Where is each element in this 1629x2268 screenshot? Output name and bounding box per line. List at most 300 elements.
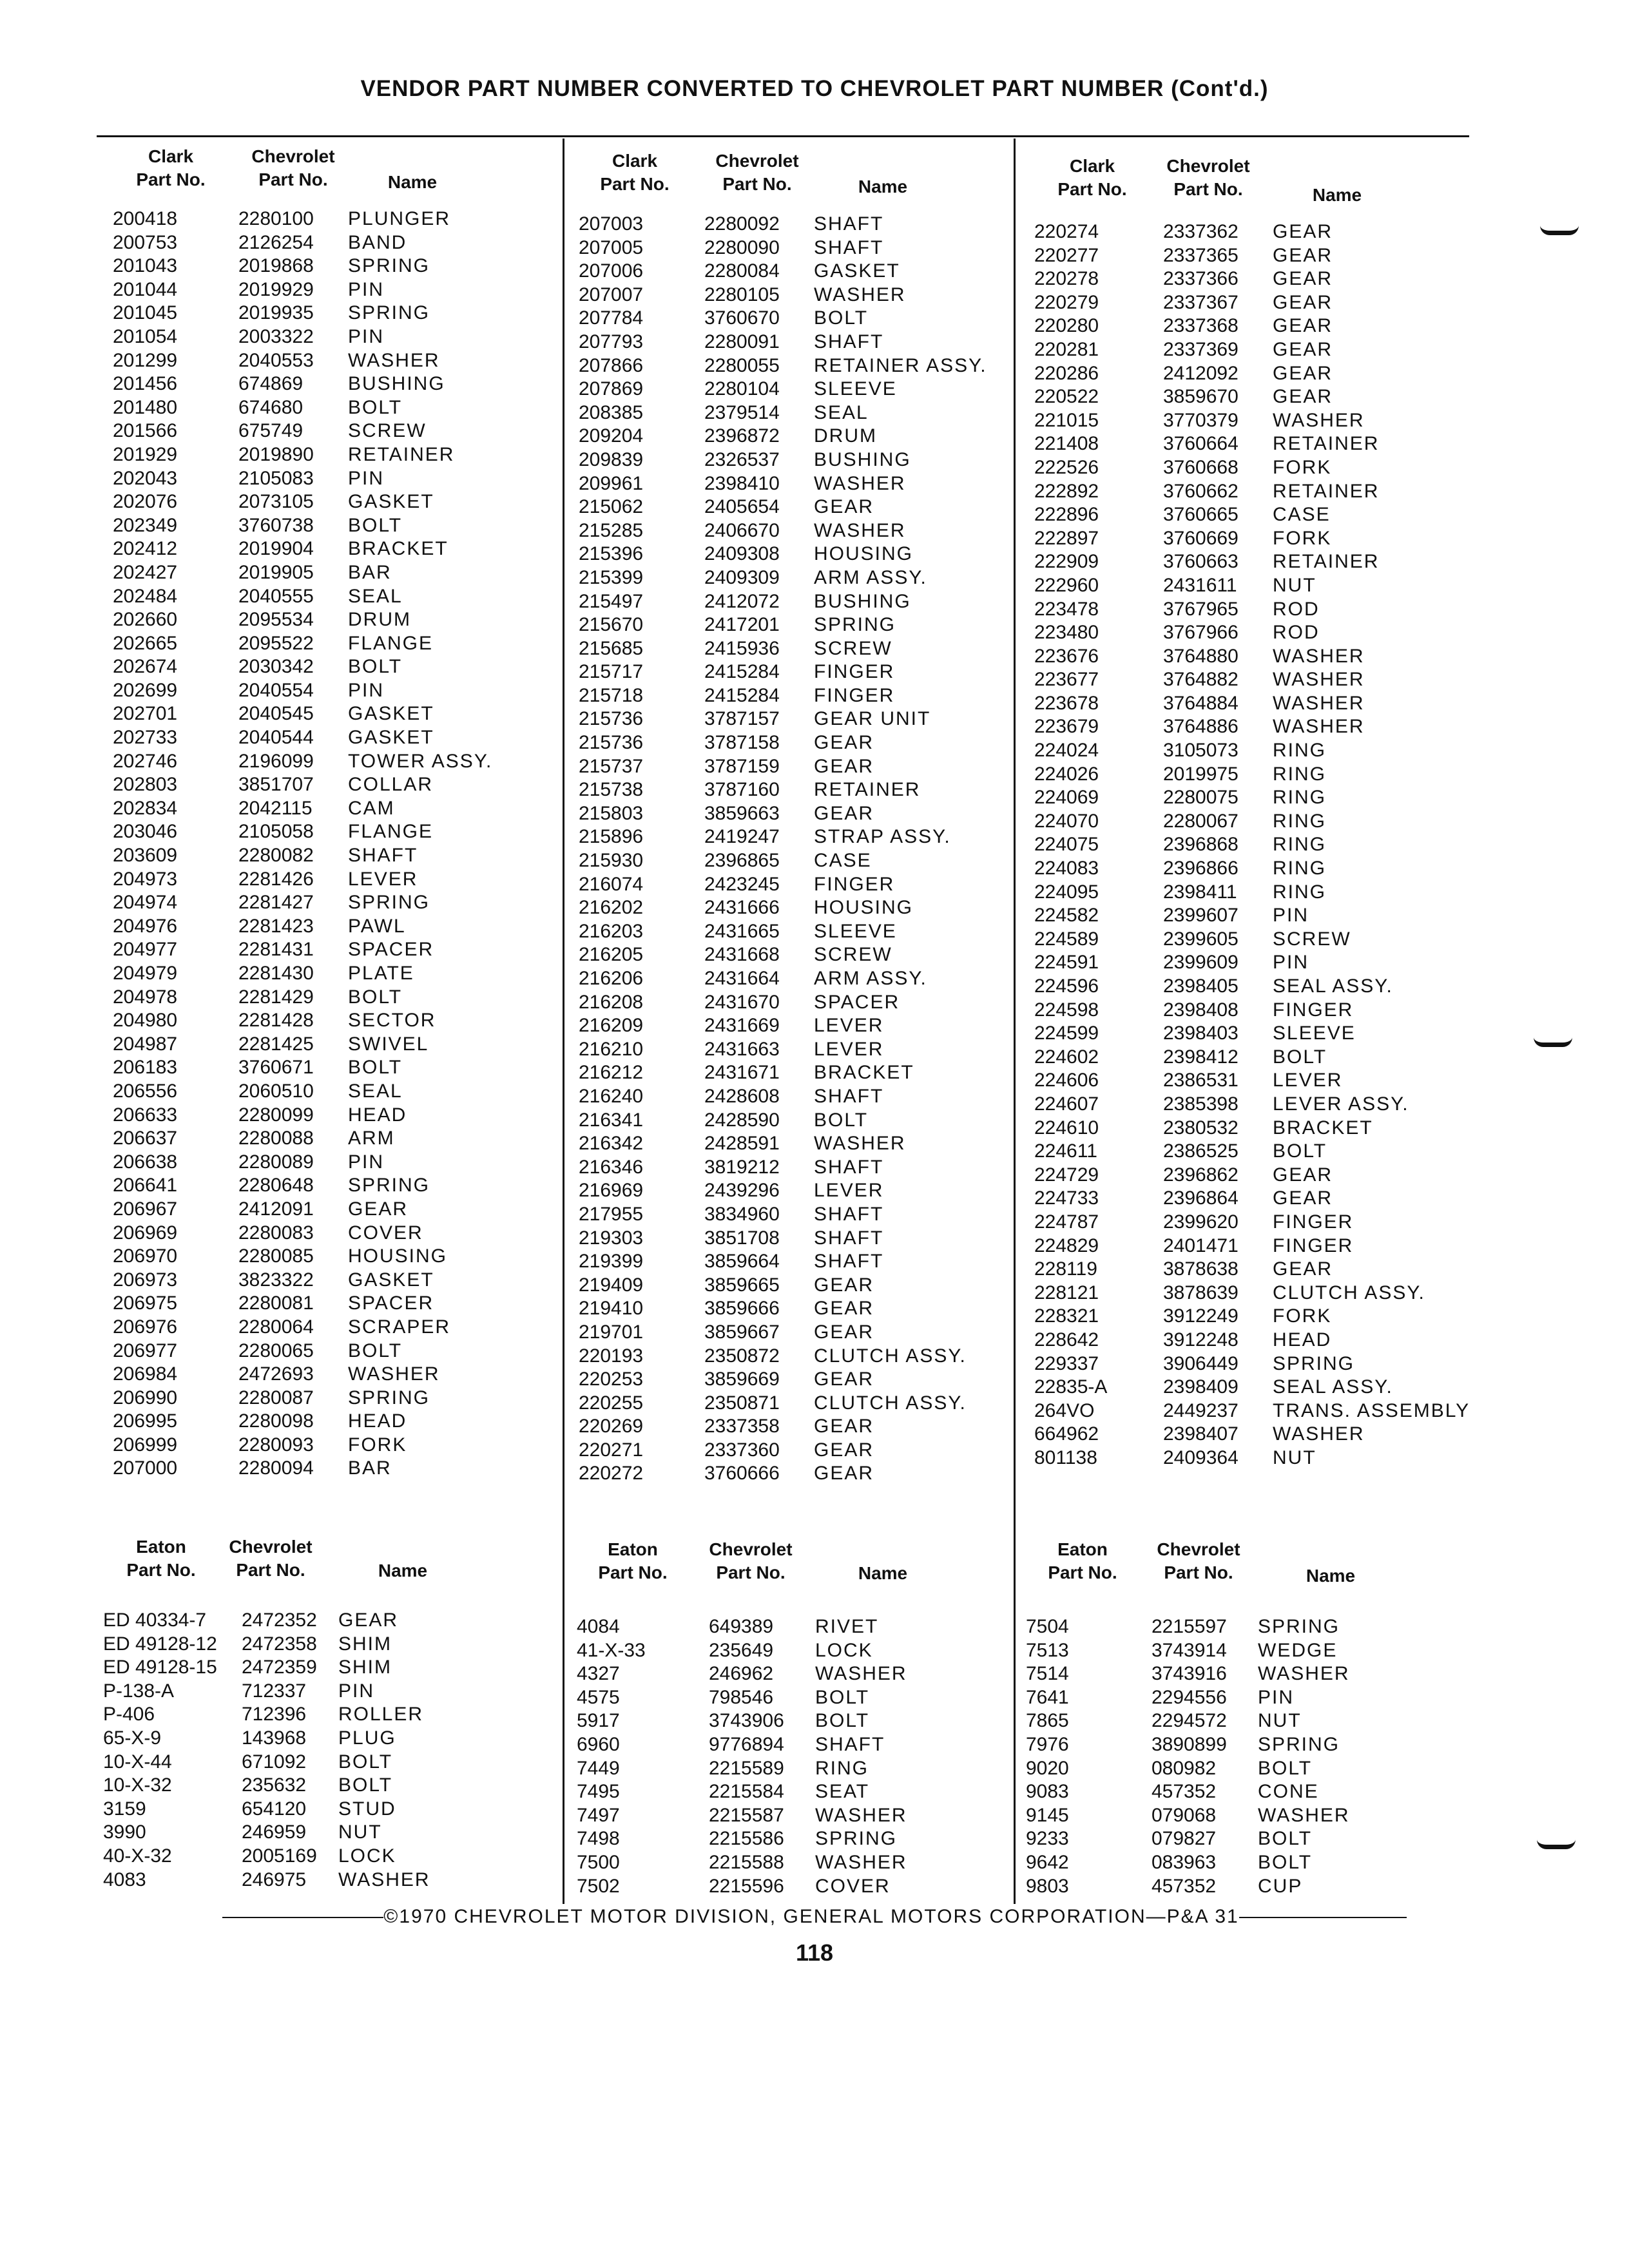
vendor-part-no: 9803	[1026, 1875, 1069, 1897]
part-name: WASHER	[1273, 692, 1365, 714]
part-name: CLUTCH ASSY.	[814, 1392, 967, 1414]
chevrolet-part-no: 2196099	[238, 750, 314, 772]
eaton-table-col1	[103, 1609, 554, 1892]
part-name: WASHER	[1273, 645, 1365, 667]
eaton-name-header-2: Name	[858, 1563, 908, 1583]
vendor-part-no: 7865	[1026, 1710, 1069, 1732]
part-name: RETAINER	[348, 443, 455, 465]
chevrolet-part-no: 2412091	[238, 1198, 314, 1220]
table-row	[113, 820, 551, 844]
part-name: NUT	[1273, 1446, 1316, 1468]
clark-header-1: Clark Part No.	[136, 146, 206, 189]
vendor-part-no: 200753	[113, 231, 178, 253]
chevrolet-part-no: 457352	[1152, 1875, 1217, 1897]
part-name: FINGER	[814, 873, 895, 895]
table-row	[577, 1875, 1015, 1899]
table-row	[113, 679, 551, 703]
table-row	[1034, 763, 1485, 787]
vendor-part-no: 206641	[113, 1175, 178, 1196]
table-row	[1034, 857, 1485, 881]
part-name: FINGER	[814, 661, 895, 683]
part-name: SHAFT	[814, 1251, 884, 1273]
part-name: BRACKET	[348, 538, 448, 560]
chevrolet-part-no: 2095522	[238, 632, 314, 654]
chevrolet-part-no: 2409308	[704, 543, 780, 565]
chevrolet-part-no: 3760668	[1163, 456, 1239, 478]
vendor-part-no: 207793	[579, 331, 644, 352]
part-name: CASE	[1273, 504, 1331, 526]
table-row	[113, 726, 551, 750]
part-name: SPRING	[1273, 1352, 1355, 1374]
part-name: GEAR	[338, 1610, 399, 1631]
table-row	[113, 1222, 551, 1245]
chevrolet-part-no: 2215588	[709, 1851, 784, 1873]
table-row	[113, 891, 551, 915]
chevrolet-part-no: 2396872	[704, 425, 780, 447]
table-row	[579, 1085, 1017, 1109]
chevrolet-part-no: 2472352	[242, 1610, 317, 1631]
table-row	[579, 825, 1017, 849]
vendor-part-no: 7500	[577, 1851, 620, 1873]
part-name: FORK	[1273, 527, 1332, 549]
vendor-part-no: 216074	[579, 873, 644, 895]
vendor-part-no: 9642	[1026, 1851, 1069, 1873]
vendor-part-no: 220277	[1034, 244, 1099, 266]
page-number: 118	[795, 1939, 834, 1966]
table-row	[579, 684, 1017, 708]
chevrolet-part-no: 2281431	[238, 939, 314, 961]
table-row	[113, 490, 551, 514]
vendor-part-no: 206984	[113, 1363, 178, 1385]
chevrolet-part-no: 3859664	[704, 1251, 780, 1273]
table-row	[113, 514, 551, 538]
chevrolet-part-no: 2337368	[1163, 315, 1239, 337]
chevrolet-part-no: 3760666	[704, 1463, 780, 1485]
part-name: GEAR	[1273, 386, 1333, 408]
eaton-chevrolet-header-3: Chevrolet Part No.	[1157, 1539, 1240, 1582]
table-row	[113, 1056, 551, 1080]
table-row	[579, 967, 1017, 991]
clark-header-2: Clark Part No.	[600, 151, 670, 194]
part-name: WEDGE	[1258, 1639, 1338, 1661]
part-name: FLANGE	[348, 632, 434, 654]
table-row	[113, 1245, 551, 1269]
chevrolet-part-no: 2417201	[704, 614, 780, 636]
name-header-col3: Name	[1312, 185, 1362, 205]
table-row	[113, 632, 551, 656]
chevrolet-part-no: 3760663	[1163, 551, 1239, 573]
chevrolet-header-3: Chevrolet Part No.	[1166, 156, 1250, 199]
part-name: BUSHING	[814, 590, 911, 612]
table-row	[1034, 928, 1485, 952]
chevrolet-part-no: 2472693	[238, 1363, 314, 1385]
part-name: PLUG	[338, 1727, 396, 1749]
chevrolet-part-no: 2095534	[238, 609, 314, 631]
vendor-part-no: 201045	[113, 302, 178, 324]
part-name: TRANS. ASSEMBLY	[1273, 1399, 1470, 1421]
chevrolet-part-no: 2281423	[238, 915, 314, 937]
vendor-part-no: 9083	[1026, 1781, 1069, 1803]
chevrolet-part-no: 2215584	[709, 1781, 784, 1803]
eaton-name-header-1: Name	[378, 1561, 428, 1581]
vendor-part-no: 216208	[579, 991, 644, 1013]
chevrolet-part-no: 798546	[709, 1686, 774, 1708]
vendor-part-no: 224075	[1034, 834, 1099, 856]
part-name: BOLT	[814, 307, 869, 329]
chevrolet-part-no: 2040545	[238, 703, 314, 725]
vendor-part-no: 9233	[1026, 1828, 1069, 1850]
vendor-part-no: 215738	[579, 779, 644, 801]
vendor-part-no: 4575	[577, 1686, 620, 1708]
vendor-part-no: 217955	[579, 1203, 644, 1225]
table-row	[1034, 598, 1485, 622]
vendor-part-no: 224729	[1034, 1164, 1099, 1186]
part-name: WASHER	[814, 284, 906, 305]
table-row	[1026, 1875, 1477, 1899]
chevrolet-part-no: 2215587	[709, 1804, 784, 1826]
vendor-part-no: 7641	[1026, 1686, 1069, 1708]
chevrolet-part-no: 2280089	[238, 1151, 314, 1173]
part-name: BAR	[348, 1457, 392, 1479]
part-name: FORK	[1273, 1305, 1332, 1327]
part-name: SPRING	[348, 255, 430, 277]
part-name: WASHER	[338, 1869, 430, 1890]
table-row	[577, 1757, 1015, 1781]
vendor-part-no: 7513	[1026, 1639, 1069, 1661]
chevrolet-part-no: 675749	[238, 420, 304, 442]
part-name: FINGER	[1273, 1211, 1354, 1233]
table-row	[579, 1132, 1017, 1156]
table-row	[577, 1615, 1015, 1639]
part-name: COLLAR	[348, 774, 434, 796]
table-row	[113, 1292, 551, 1316]
part-name: ROLLER	[338, 1704, 424, 1725]
chevrolet-part-no: 3760665	[1163, 504, 1239, 526]
vendor-part-no: 208385	[579, 401, 644, 423]
chevrolet-part-no: 3770379	[1163, 409, 1239, 431]
table-row	[577, 1733, 1015, 1757]
chevrolet-part-no: 083963	[1152, 1851, 1217, 1873]
part-name: SLEEVE	[1273, 1023, 1356, 1044]
chevrolet-part-no: 2431671	[704, 1062, 780, 1084]
part-name: SCREW	[348, 420, 427, 442]
vendor-part-no: 215685	[579, 637, 644, 659]
vendor-part-no: 224787	[1034, 1211, 1099, 1233]
part-name: GEAR	[1273, 338, 1333, 360]
table-row	[113, 655, 551, 679]
chevrolet-part-no: 2073105	[238, 491, 314, 513]
table-row	[579, 1345, 1017, 1369]
vendor-part-no: 216202	[579, 897, 644, 919]
chevrolet-part-no: 235632	[242, 1774, 307, 1796]
chevrolet-part-no: 2281429	[238, 986, 314, 1008]
vendor-part-no: 202701	[113, 703, 178, 725]
part-name: GASKET	[348, 727, 434, 749]
chevrolet-part-no: 2337367	[1163, 291, 1239, 313]
part-name: BUSHING	[814, 448, 911, 470]
vendor-part-no: 228119	[1034, 1258, 1097, 1280]
chevrolet-part-no: 2040554	[238, 679, 314, 701]
chevrolet-part-no: 2379514	[704, 401, 780, 423]
table-row	[1034, 833, 1485, 857]
vendor-part-no: 207000	[113, 1457, 178, 1479]
column-divider	[563, 139, 564, 1904]
table-row	[113, 1457, 551, 1481]
table-row	[1034, 975, 1485, 999]
vendor-part-no: 224589	[1034, 928, 1099, 950]
chevrolet-part-no: 2399609	[1163, 952, 1239, 974]
chevrolet-part-no: 3787157	[704, 708, 780, 730]
chevrolet-part-no: 2337362	[1163, 221, 1239, 242]
chevrolet-part-no: 2449237	[1163, 1399, 1239, 1421]
table-row	[579, 1297, 1017, 1321]
footer-rule-right	[1239, 1917, 1407, 1918]
part-name: PIN	[338, 1680, 375, 1702]
vendor-part-no: 216342	[579, 1133, 644, 1155]
part-name: SHAFT	[814, 236, 884, 258]
table-row	[113, 938, 551, 962]
vendor-part-no: 207866	[579, 354, 644, 376]
vendor-part-no: 224733	[1034, 1187, 1099, 1209]
vendor-part-no: 206976	[113, 1316, 178, 1338]
vendor-part-no: 7495	[577, 1781, 620, 1803]
part-name: RING	[1273, 810, 1326, 832]
margin-mark	[1537, 1840, 1576, 1849]
chevrolet-part-no: 2040555	[238, 585, 314, 607]
vendor-part-no: 202803	[113, 774, 178, 796]
part-name: GEAR	[814, 802, 874, 824]
table-row	[579, 1415, 1017, 1439]
chevrolet-part-no: 2126254	[238, 231, 314, 253]
part-name: SPRING	[815, 1828, 898, 1850]
vendor-part-no: 206638	[113, 1151, 178, 1173]
table-row	[579, 802, 1017, 826]
vendor-part-no: 220281	[1034, 338, 1099, 360]
chevrolet-part-no: 3912248	[1163, 1329, 1239, 1350]
chevrolet-part-no: 2280090	[704, 236, 780, 258]
vendor-part-no: 202834	[113, 797, 178, 819]
chevrolet-part-no: 3906449	[1163, 1352, 1239, 1374]
vendor-part-no: 216212	[579, 1062, 644, 1084]
table-row	[113, 1174, 551, 1198]
vendor-part-no: 4083	[103, 1869, 146, 1890]
table-row	[113, 349, 551, 373]
part-name: HEAD	[1273, 1329, 1332, 1350]
part-name: FINGER	[1273, 999, 1354, 1021]
chevrolet-part-no: 3859669	[704, 1369, 780, 1390]
chevrolet-part-no: 2040544	[238, 727, 314, 749]
vendor-part-no: 215737	[579, 755, 644, 777]
vendor-part-no: 202674	[113, 656, 178, 678]
vendor-part-no: 202043	[113, 467, 178, 489]
vendor-part-no: 215497	[579, 590, 644, 612]
chevrolet-part-no: 671092	[242, 1751, 307, 1773]
chevrolet-part-no: 2042115	[238, 797, 313, 819]
eaton-header-3: Eaton Part No.	[1048, 1539, 1117, 1582]
vendor-part-no: 3159	[103, 1798, 146, 1820]
part-name: GEAR	[814, 755, 874, 777]
clark-table-col1	[113, 207, 551, 1481]
table-row	[103, 1821, 554, 1845]
part-name: BUSHING	[348, 373, 445, 395]
chevrolet-part-no: 2396866	[1163, 858, 1239, 879]
vendor-part-no: 221015	[1034, 409, 1099, 431]
table-row	[1034, 1140, 1485, 1164]
eaton-name-header-3: Name	[1306, 1566, 1356, 1586]
vendor-part-no: 202427	[113, 561, 178, 583]
chevrolet-part-no: 3105073	[1163, 740, 1239, 762]
chevrolet-header-1: Chevrolet Part No.	[251, 146, 335, 189]
chevrolet-part-no: 2280081	[238, 1293, 314, 1314]
vendor-part-no: 215396	[579, 543, 644, 565]
part-name: WASHER	[815, 1663, 907, 1685]
table-row	[1034, 291, 1485, 315]
part-name: SHIM	[338, 1657, 392, 1678]
table-row	[113, 868, 551, 892]
chevrolet-part-no: 3787159	[704, 755, 780, 777]
table-row	[579, 1179, 1017, 1203]
part-name: RETAINER	[1273, 433, 1380, 455]
table-row	[579, 660, 1017, 684]
table-row	[579, 755, 1017, 779]
table-row	[103, 1751, 554, 1774]
part-name: FLANGE	[348, 821, 434, 843]
vendor-part-no: 219409	[579, 1274, 644, 1296]
part-name: PIN	[1258, 1686, 1295, 1708]
chevrolet-part-no: 3743916	[1152, 1663, 1227, 1685]
vendor-part-no: 223676	[1034, 645, 1099, 667]
chevrolet-part-no: 246959	[242, 1821, 307, 1843]
part-name: SEAT	[815, 1781, 870, 1803]
table-row	[579, 920, 1017, 944]
chevrolet-part-no: 2396868	[1163, 834, 1239, 856]
vendor-part-no: 228321	[1034, 1305, 1099, 1327]
part-name: HEAD	[348, 1104, 407, 1126]
table-row	[1026, 1804, 1477, 1828]
part-name: RING	[1273, 740, 1326, 762]
table-row	[579, 236, 1017, 260]
part-name: PIN	[1273, 952, 1309, 974]
chevrolet-part-no: 235649	[709, 1639, 774, 1661]
part-name: WASHER	[815, 1804, 907, 1826]
chevrolet-part-no: 2280098	[238, 1410, 314, 1432]
eaton-table-col3	[1026, 1615, 1477, 1898]
vendor-part-no: 222892	[1034, 480, 1099, 502]
vendor-part-no: 216203	[579, 920, 644, 942]
table-row	[1034, 1446, 1485, 1470]
table-row	[579, 590, 1017, 614]
vendor-part-no: 224607	[1034, 1093, 1099, 1115]
vendor-part-no: 9020	[1026, 1757, 1069, 1779]
chevrolet-part-no: 2409364	[1163, 1446, 1239, 1468]
table-row	[1034, 1235, 1485, 1258]
chevrolet-part-no: 2019935	[238, 302, 314, 324]
vendor-part-no: 215717	[579, 661, 644, 683]
chevrolet-part-no: 2406670	[704, 519, 780, 541]
vendor-part-no: 7498	[577, 1828, 620, 1850]
chevrolet-part-no: 2019890	[238, 443, 314, 465]
vendor-part-no: 223480	[1034, 622, 1099, 644]
chevrolet-part-no: 3743914	[1152, 1639, 1227, 1661]
part-name: BOLT	[1273, 1140, 1327, 1162]
vendor-part-no: 202746	[113, 750, 178, 772]
part-name: LEVER	[814, 1015, 884, 1037]
table-row	[1026, 1639, 1477, 1663]
table-row	[579, 307, 1017, 331]
chevrolet-part-no: 2280067	[1163, 810, 1239, 832]
table-row	[113, 1009, 551, 1033]
chevrolet-part-no: 2019905	[238, 561, 314, 583]
table-row	[579, 354, 1017, 378]
chevrolet-part-no: 2419247	[704, 826, 780, 848]
table-row	[577, 1780, 1015, 1804]
part-name: WASHER	[348, 349, 440, 371]
vendor-part-no: 203609	[113, 845, 178, 867]
part-name: SCREW	[814, 944, 892, 966]
part-name: SCREW	[1273, 928, 1351, 950]
part-name: GEAR	[1273, 1164, 1333, 1186]
vendor-part-no: 224026	[1034, 763, 1099, 785]
chevrolet-part-no: 3760738	[238, 514, 314, 536]
table-row	[577, 1709, 1015, 1733]
table-row	[579, 1014, 1017, 1038]
vendor-part-no: 221408	[1034, 433, 1099, 455]
vendor-part-no: 229337	[1034, 1352, 1099, 1374]
chevrolet-part-no: 2019975	[1163, 763, 1239, 785]
vendor-part-no: 215736	[579, 732, 644, 754]
part-name: BOLT	[815, 1686, 870, 1708]
table-row	[113, 1363, 551, 1387]
part-name: SEAL	[814, 401, 869, 423]
part-name: HOUSING	[814, 543, 914, 565]
vendor-part-no: 7504	[1026, 1616, 1069, 1637]
part-name: GEAR	[814, 1321, 874, 1343]
table-row	[579, 991, 1017, 1015]
chevrolet-part-no: 3819212	[704, 1156, 780, 1178]
name-header-col1: Name	[387, 172, 438, 192]
chevrolet-part-no: 079068	[1152, 1804, 1217, 1826]
vendor-part-no: 222909	[1034, 551, 1099, 573]
chevrolet-part-no: 2215586	[709, 1828, 784, 1850]
vendor-part-no: 206967	[113, 1198, 178, 1220]
vendor-part-no: 664962	[1034, 1423, 1099, 1445]
part-name: FINGER	[1273, 1235, 1354, 1256]
table-row	[579, 401, 1017, 425]
table-row	[577, 1686, 1015, 1710]
vendor-part-no: 201480	[113, 396, 178, 418]
chevrolet-part-no: 2398407	[1163, 1423, 1239, 1445]
part-name: RING	[1273, 881, 1326, 903]
vendor-part-no: 22835-A	[1034, 1376, 1108, 1398]
chevrolet-part-no: 2385398	[1163, 1093, 1239, 1115]
vendor-part-no: 204979	[113, 963, 178, 984]
part-name: RETAINER	[1273, 551, 1380, 573]
chevrolet-part-no: 2215597	[1152, 1616, 1227, 1637]
chevrolet-part-no: 143968	[242, 1727, 307, 1749]
table-row	[103, 1774, 554, 1798]
part-name: SHAFT	[814, 1085, 884, 1107]
vendor-part-no: 206999	[113, 1434, 178, 1456]
chevrolet-part-no: 3890899	[1152, 1733, 1227, 1755]
part-name: CAM	[348, 797, 395, 819]
vendor-part-no: 224611	[1034, 1140, 1097, 1162]
table-row	[579, 472, 1017, 496]
part-name: GEAR	[814, 496, 874, 518]
table-row	[577, 1662, 1015, 1686]
vendor-part-no: 224095	[1034, 881, 1099, 903]
vendor-part-no: 10-X-44	[103, 1751, 172, 1773]
vendor-part-no: 207869	[579, 378, 644, 400]
